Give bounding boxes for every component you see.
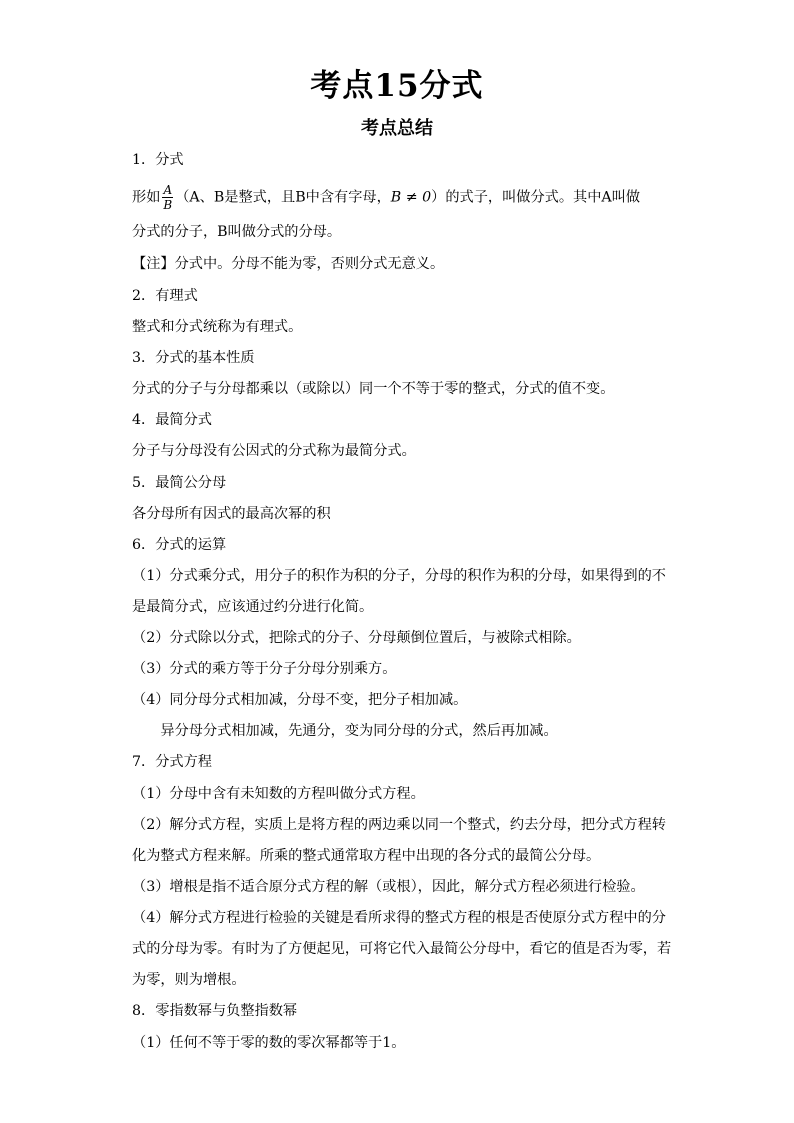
- section-heading-5: 5．最简公分母: [132, 475, 227, 491]
- text-line: 分式的分子，B叫做分式的分母。: [132, 224, 342, 240]
- section-heading-2: 2．有理式: [132, 288, 198, 304]
- fraction-a-over-b: [162, 183, 173, 212]
- page-title: 考点15分式: [310, 68, 484, 104]
- text-line: （4）同分母分式相加减，分母不变，把分子相加减。: [132, 692, 468, 708]
- fraction-denominator: B: [163, 198, 173, 212]
- section-heading-4: 4．最简分式: [132, 412, 212, 428]
- text-line: （3）增根是指不适合原分式方程的解（或根），因此，解分式方程必须进行检验。: [132, 879, 645, 895]
- definition-condition: B ≠ 0: [390, 189, 432, 206]
- section-heading-1: 1．分式: [132, 152, 184, 168]
- text-line: 异分母分式相加减，先通分，变为同分母的分式，然后再加减。: [132, 723, 558, 739]
- text-line: （2）分式除以分式，把除式的分子、分母颠倒位置后，与被除式相除。: [132, 630, 581, 646]
- section-heading-8: 8．零指数幂与负整指数幂: [132, 1003, 298, 1019]
- text-line: （2）解分式方程，实质上是将方程的两边乘以同一个整式，约去分母，把分式方程转: [132, 817, 666, 833]
- text-line: （1）分母中含有未知数的方程叫做分式方程。: [132, 786, 425, 802]
- definition-suffix: ）的式子，叫做分式。其中A叫做: [431, 189, 641, 206]
- fraction-numerator: A: [163, 183, 173, 197]
- page-subtitle: 考点总结: [361, 118, 433, 139]
- note-line: 【注】分式中。分母不能为零，否则分式无意义。: [132, 256, 445, 272]
- section-heading-3: 3．分式的基本性质: [132, 350, 255, 366]
- text-line: 分式的分子与分母都乘以（或除以）同一个不等于零的整式，分式的值不变。: [132, 381, 615, 397]
- text-line: （4）解分式方程进行检验的关键是看所求得的整式方程的根是否使原分式方程中的分: [132, 910, 666, 926]
- section-heading-7: 7．分式方程: [132, 754, 212, 770]
- text-line: 是最简分式，应该通过约分进行化简。: [132, 599, 374, 615]
- text-line: 各分母所有因式的最高次幂的积: [132, 506, 331, 522]
- text-line: 式的分母为零。有时为了方便起见，可将它代入最简公分母中，看它的值是否为零，若: [132, 941, 672, 957]
- section-heading-6: 6．分式的运算: [132, 537, 227, 553]
- text-line: （1）分式乘分式，用分子的积作为积的分子，分母的积作为积的分母，如果得到的不: [132, 568, 666, 584]
- text-line: 分子与分母没有公因式的分式称为最简分式。: [132, 443, 416, 459]
- text-line: 整式和分式统称为有理式。: [132, 319, 303, 335]
- definition-prefix: 形如: [132, 189, 161, 206]
- definition-middle: （A、B是整式，且B中含有字母，: [175, 189, 391, 206]
- text-line: （3）分式的乘方等于分子分母分别乘方。: [132, 661, 397, 677]
- text-line: 为零，则为增根。: [132, 972, 246, 988]
- definition-line: [132, 183, 672, 212]
- text-line: 化为整式方程来解。所乘的整式通常取方程中出现的各分式的最简公分母。: [132, 848, 601, 864]
- text-line: （1）任何不等于零的数的零次幂都等于1。: [132, 1035, 406, 1051]
